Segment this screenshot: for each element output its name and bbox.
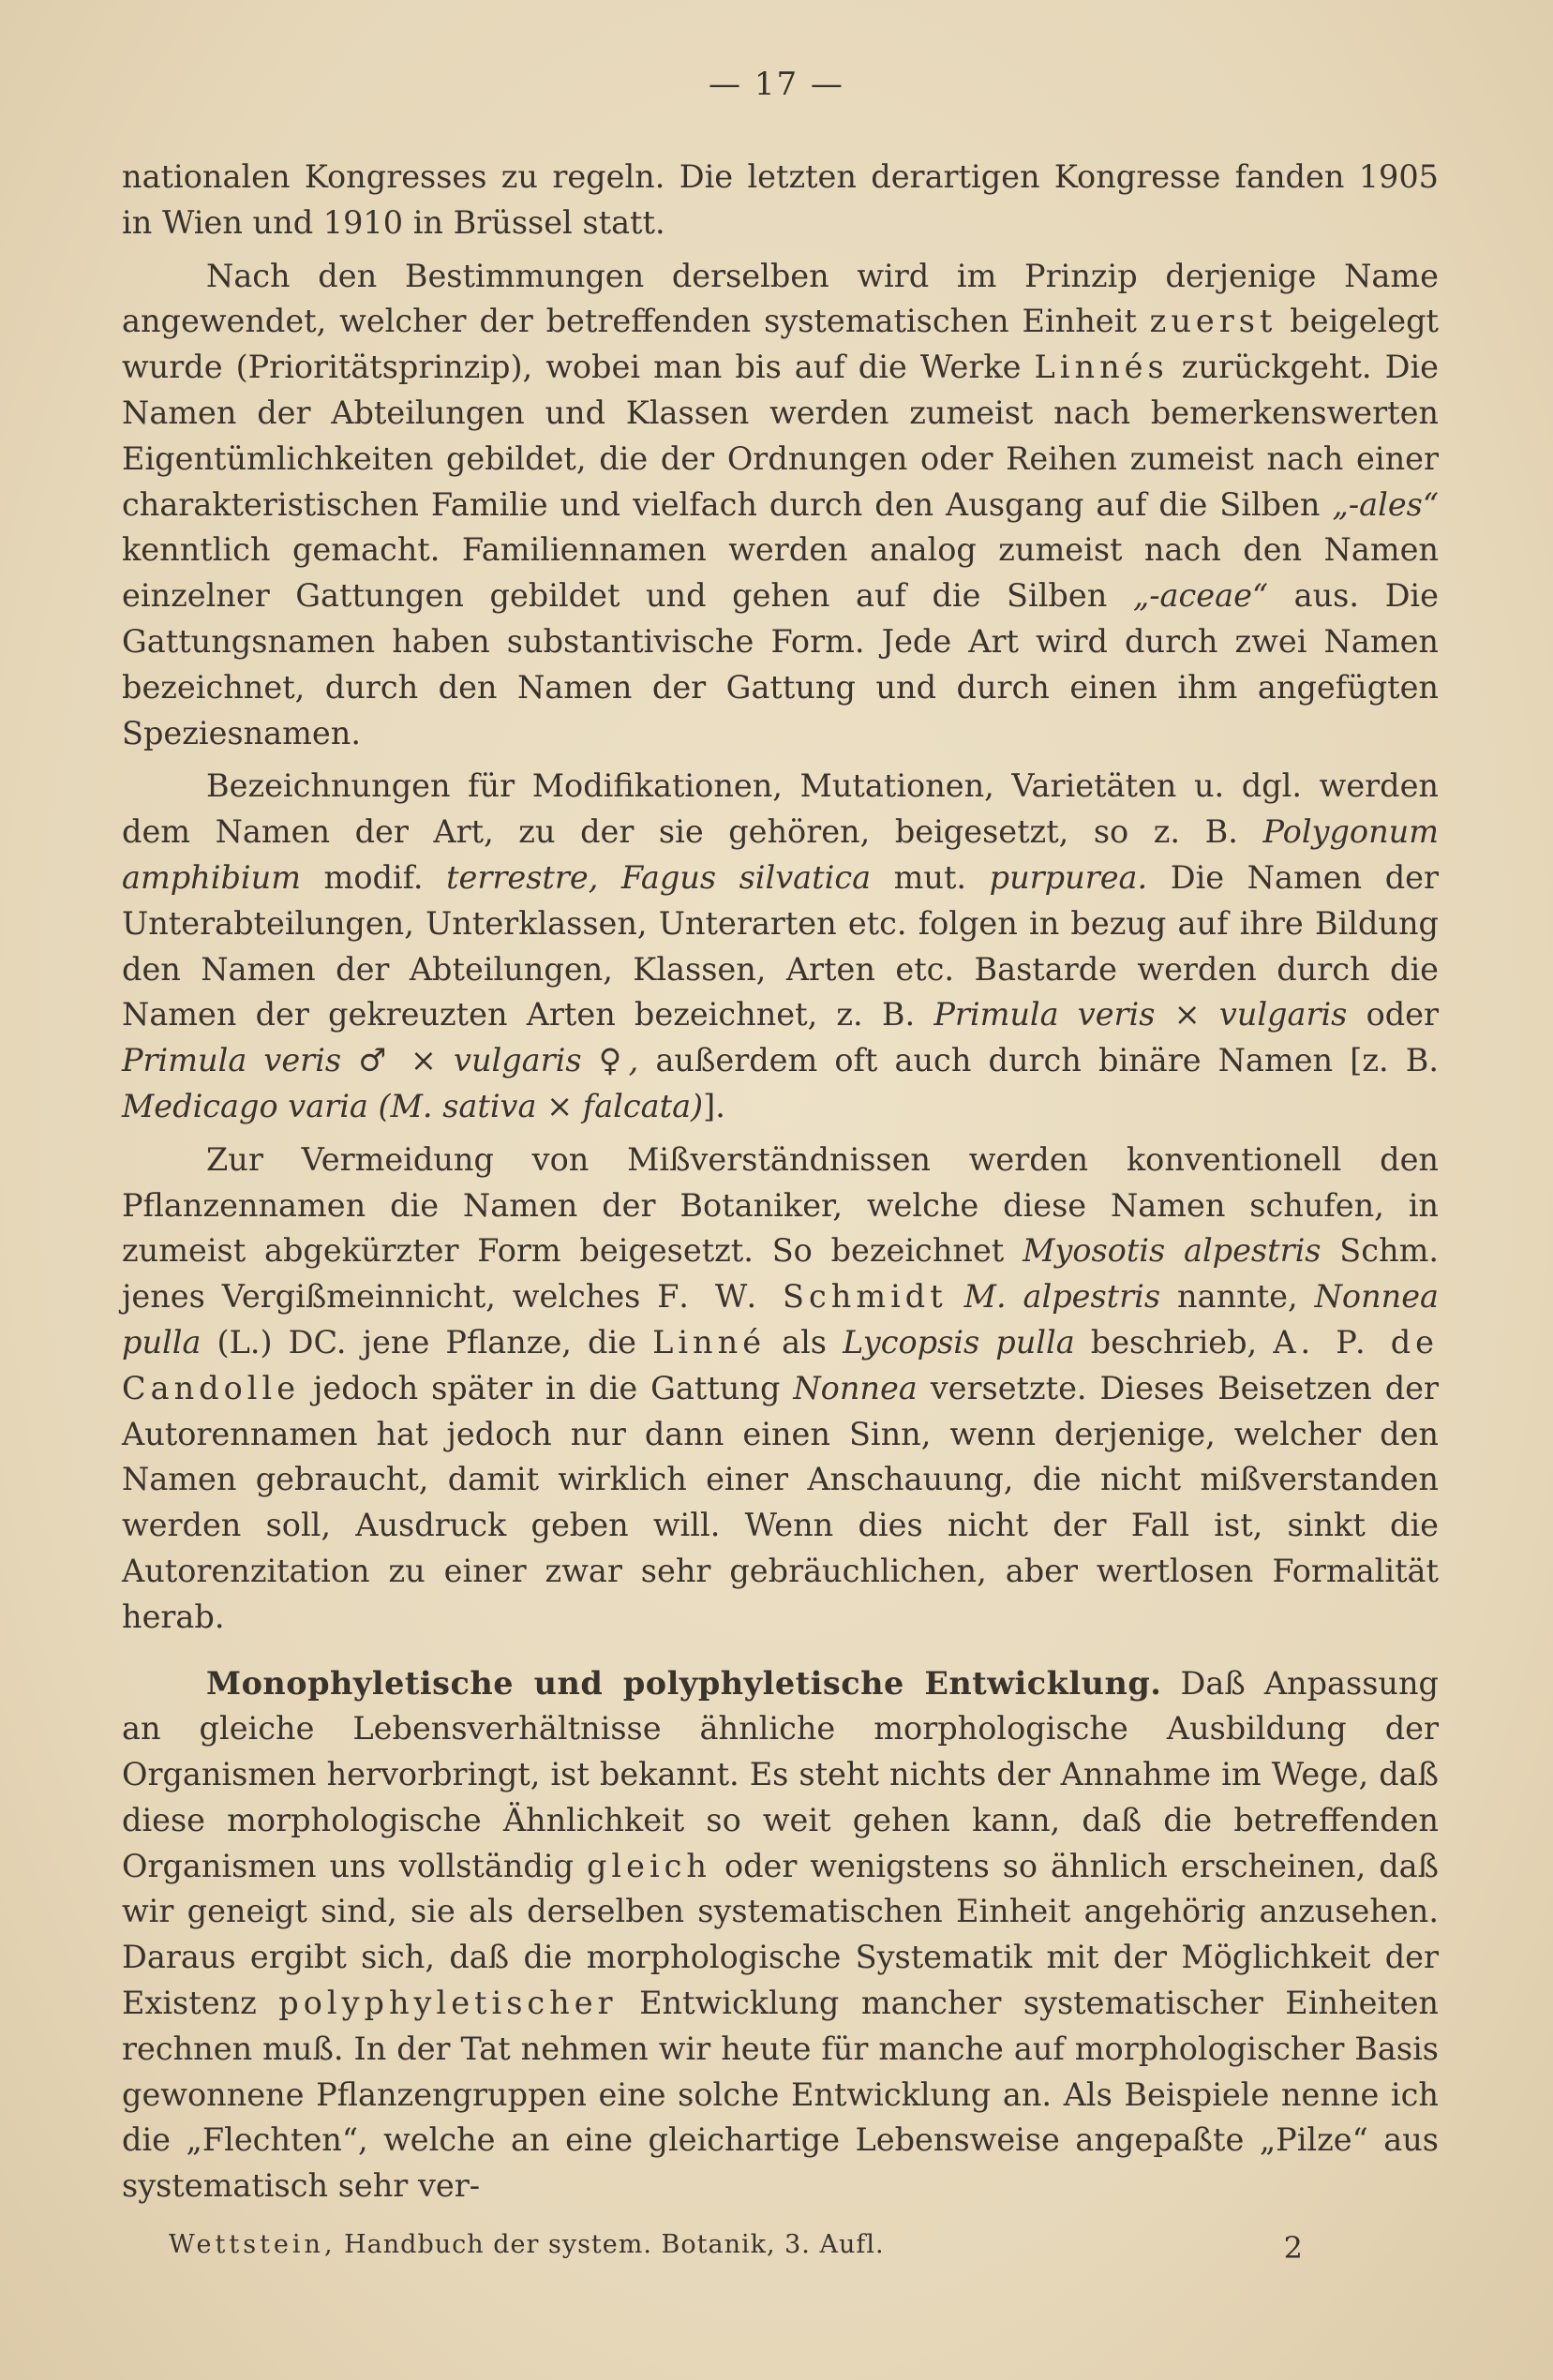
paragraph-4 [122,1138,1439,1641]
genus-name: Nonnea [793,1369,918,1406]
paragraph-1: nationalen Kongresses zu regeln. Die letzten derartigen Kongresse fanden 1905 in Wien und 1910 in Brüssel statt. [122,158,1439,241]
species-name: Polygonum amphibium [122,813,1439,896]
paragraph-5 [122,1661,1439,2210]
text-run: mut. [893,858,967,896]
author-name: F. W. Schmidt [657,1278,948,1316]
species-name: purpurea. [989,858,1148,896]
text-run: Nach den Bestimmungen derselben wird im Prinzip derjenige Name angewendet, welcher der betreffenden systematischen Einheit [122,257,1439,340]
text-run: versetzte. Dieses Beisetzen der Autorennamen hat jedoch nur dann einen Sinn, wenn derjenige, welcher den Namen gebraucht, damit wirklich einer Anschauung, die nicht mißverstanden werden soll, Ausdruck geben will. Wenn dies nicht der Fall ist, sinkt die Autorenzitation zu einer zwar sehr gebräuchlichen, aber wertlosen Formalität herab. [122,1369,1439,1635]
author-name: Linné [652,1323,767,1361]
page-number: — 17 — [709,66,844,103]
species-name: Primula veris ♂ × vulgaris ♀, [122,1042,639,1079]
species-name: Nonnea pulla [122,1278,1440,1361]
text-run: Bezeichnungen für Modifikationen, Mutationen, Varietäten u. dgl. werden dem Namen der Art, zu der sie gehören, beigesetzt, so z. B. [122,767,1439,851]
text-run: aus. Die Gattungsnamen haben substantivische Form. Jede Art wird durch zwei Namen bezeichnet, durch den Namen der Gattung und durch einen ihm angefügten Speziesnamen. [122,577,1439,751]
footer-author: Wettstein, [169,2230,336,2259]
text-run: ]. [703,1087,725,1124]
text-run: Entwicklung mancher systematischer Einheiten rechnen muß. In der Tat nehmen wir heute für manche auf morphologischer Basis gewonnene Pflanzengruppen eine solche Entwicklung an. Als Beispiele nenne ich die „Flechten“, welche an eine gleichartige Lebensweise angepaßte „Pilze“ aus systematisch sehr ver- [122,1985,1439,2205]
spaced-emphasis: gleich [586,1847,712,1884]
page-footer [169,2230,1303,2266]
text-run: als [782,1323,828,1361]
text-run: außerdem oft auch durch binäre Namen [z. B. [655,1042,1439,1079]
species-name: Primula veris × vulgaris [933,996,1348,1034]
footer-title: Handbuch der system. Botanik, 3. Aufl. [344,2230,885,2259]
species-name: Medicago varia (M. sativa × falcata) [122,1087,704,1124]
text-run: zurückgeht. Die Namen der Abteilungen und Klassen werden zumeist nach bemerkenswerten Eigentümlichkeiten gebildet, die der Ordnungen oder Reihen zumeist nach einer charakteristischen Familie und vielfach durch den Ausgang auf die Silben [122,349,1439,523]
text-run: Die Namen der Unterabteilungen, Unterklassen, Unterarten etc. folgen in bezug auf ihre Bildung den Namen der Abteilungen, Klassen, Arten etc. Bastarde werden durch die Namen der gekreuzten Arten bezeichnet, z. B. [122,858,1439,1034]
author-name: A. P. de Candolle [122,1323,1439,1406]
spaced-emphasis: polyphyletischer [278,1985,618,2022]
text-run: modif. [323,858,424,896]
species-name: Lycopsis pulla [843,1323,1075,1361]
text-run: Daß Anpassung an gleiche Lebensverhältnisse ähnliche morphologische Ausbildung der Organismen hervorbringt, ist bekannt. Es steht nichts der Annahme im Wege, daß diese morphologische Ähnlichkeit so weit gehen kann, daß die betreffenden Organismen uns vollständig [122,1664,1439,1884]
paragraph-2 [122,254,1439,757]
signature-mark: 2 [1283,2230,1303,2266]
section-heading: Monophyletische und polyphyletische Entwicklung. [206,1664,1162,1702]
text-run: beigelegt wurde (Prioritätsprinzip), wobei man bis auf die Werke [122,303,1439,386]
body-text [122,155,1439,2209]
species-name: terrestre, Fagus silvatica [446,858,872,896]
paragraph-3 [122,764,1439,1129]
text-run: (L.) DC. jene Pflanze, die [217,1323,636,1361]
text-run: kenntlich gemacht. Familiennamen werden analog zumeist nach den Namen einzelner Gattungen gebildet und gehen auf die Silben [122,531,1439,615]
text-run: oder [1366,996,1440,1034]
text-run: jedoch später in die Gattung [313,1369,781,1406]
text-run: Zur Vermeidung von Mißverständnissen werden konventionell den Pflanzennamen die Namen der Botaniker, welche diese Namen schufen, in zumeist abgekürzter Form beigesetzt. So bezeichnet [122,1140,1439,1270]
text-run: beschrieb, [1090,1323,1258,1361]
italic-term: „-aceae“ [1132,577,1269,615]
species-name: Myosotis alpestris [1023,1232,1322,1270]
spaced-emphasis: zuerst [1149,303,1277,340]
text-run: Schm. jenes Vergißmeinnicht, welches [122,1232,1439,1316]
spaced-emphasis: Linnés [1034,349,1169,386]
species-name: M. alpestris [963,1278,1161,1316]
text-run: nannte, [1177,1278,1298,1316]
italic-term: „-ales“ [1332,485,1439,523]
text-run: oder wenigstens so ähnlich erscheinen, daß wir geneigt sind, sie als derselben systematischen Einheit angehörig anzusehen. Daraus ergibt sich, daß die morphologische Systematik mit der Möglichkeit der Existenz [122,1847,1439,2022]
